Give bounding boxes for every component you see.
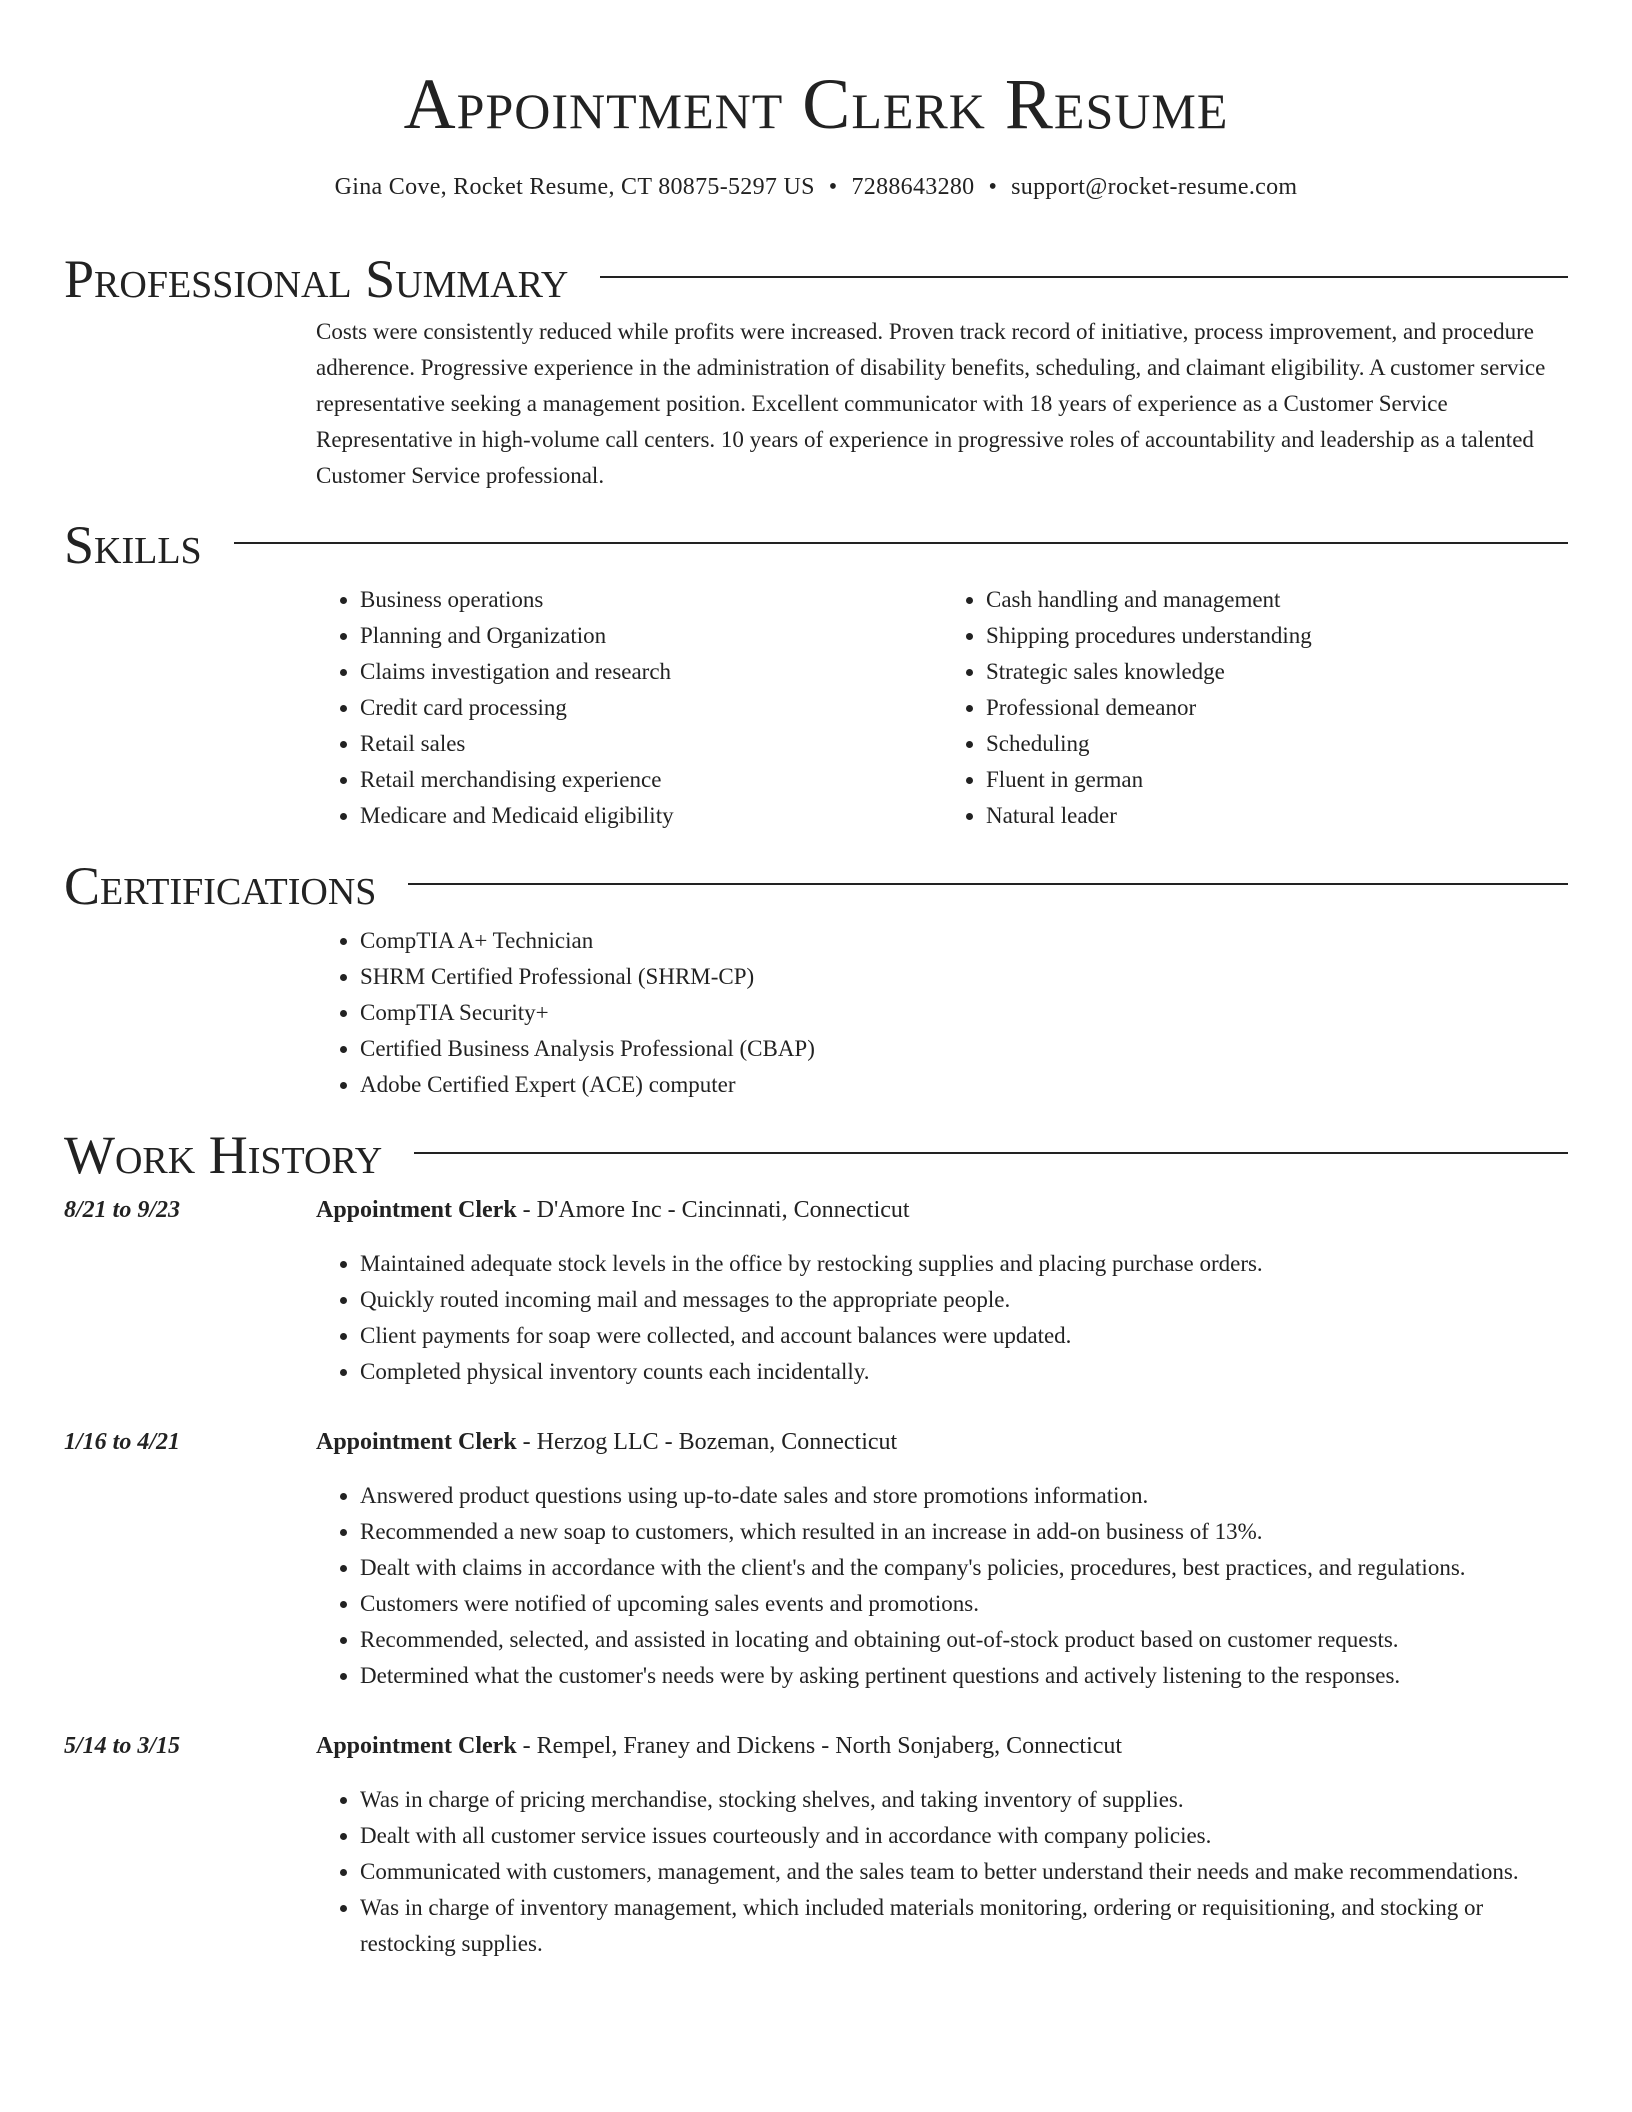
certification-item: • Adobe Certified Expert (ACE) computer: [360, 1067, 1568, 1103]
work-history-section: [64, 1125, 1568, 1962]
skill-item: • Retail merchandising experience: [360, 762, 942, 798]
section-divider: [234, 542, 1568, 544]
job-role: Appointment Clerk: [316, 1197, 517, 1223]
job-bullet: • Communicated with customers, management, and the sales team to better understand their needs and make recommendations.: [360, 1854, 1568, 1890]
job-bullet: • Quickly routed incoming mail and messages to the appropriate people.: [360, 1282, 1568, 1318]
section-divider: [414, 1152, 1568, 1154]
skill-item: • Medicare and Medicaid eligibility: [360, 798, 942, 834]
job-dates: 8/21 to 9/23: [64, 1197, 181, 1223]
job-bullet: • Determined what the customer's needs were by asking pertinent questions and actively listening to the responses.: [360, 1658, 1568, 1694]
certifications-list: [316, 923, 1568, 1103]
job-dates: 1/16 to 4/21: [64, 1429, 181, 1455]
job-company: - D'Amore Inc - Cincinnati, Connecticut: [516, 1197, 910, 1223]
certification-item: • CompTIA A+ Technician: [360, 923, 1568, 959]
certifications-heading: Certifications: [64, 856, 377, 916]
skill-item: • Business operations: [360, 582, 942, 618]
job-bullets: [316, 1246, 1568, 1390]
skill-item: • Professional demeanor: [986, 690, 1568, 726]
skills-section: [64, 515, 1568, 834]
section-divider: [408, 883, 1568, 885]
job-details: [316, 1728, 1568, 1962]
skill-item: • Strategic sales knowledge: [986, 654, 1568, 690]
contact-phone: 7288643280: [851, 174, 975, 200]
section-header: [64, 856, 1568, 916]
skill-item: • Shipping procedures understanding: [986, 618, 1568, 654]
job-bullet: • Was in charge of inventory management, which included materials monitoring, ordering or requisitioning, and stocking or restocking supplies.: [360, 1890, 1568, 1962]
contact-address: Gina Cove, Rocket Resume, CT 80875-5297 US: [334, 174, 815, 200]
certifications-body: [316, 923, 1568, 1103]
job-role: Appointment Clerk: [316, 1429, 517, 1455]
skills-list-right: [942, 582, 1568, 834]
job-company: - Rempel, Franey and Dickens - North Sonjaberg, Connecticut: [516, 1733, 1123, 1759]
job-bullet: • Was in charge of pricing merchandise, stocking shelves, and taking inventory of supplies.: [360, 1782, 1568, 1818]
job-bullet: • Maintained adequate stock levels in the office by restocking supplies and placing purchase orders.: [360, 1246, 1568, 1282]
certification-item: • Certified Business Analysis Professional (CBAP): [360, 1031, 1568, 1067]
job-bullets: [316, 1478, 1568, 1694]
job-entry: [64, 1192, 1568, 1390]
skills-list-left: [316, 582, 942, 834]
skill-item: • Fluent in german: [986, 762, 1568, 798]
job-header: [316, 1192, 1568, 1228]
certification-item: • CompTIA Security+: [360, 995, 1568, 1031]
skills-columns: [316, 582, 1568, 834]
skill-item: • Credit card processing: [360, 690, 942, 726]
summary-text: Costs were consistently reduced while profits were increased. Proven track record of initiative, process improvement, and procedure adherence. Progressive experience in the administration of disability benefits, scheduling, and claimant eligibility. A customer service representative seeking a management position. Excellent communicator with 18 years of experience as a Customer Service Representative in high-volume call centers. 10 years of experience in progressive roles of accountability and leadership as a talented Customer Service professional.: [316, 319, 1546, 488]
job-bullet: • Recommended, selected, and assisted in locating and obtaining out-of-stock product based on customer requests.: [360, 1622, 1568, 1658]
contact-line: [64, 172, 1568, 202]
section-header: [64, 515, 1568, 575]
job-details: [316, 1192, 1568, 1390]
skills-heading: Skills: [64, 515, 202, 575]
skill-item: • Claims investigation and research: [360, 654, 942, 690]
skill-item: • Cash handling and management: [986, 582, 1568, 618]
job-header: [316, 1728, 1568, 1764]
job-role: Appointment Clerk: [316, 1733, 517, 1759]
certifications-section: [64, 856, 1568, 1103]
skill-item: • Scheduling: [986, 726, 1568, 762]
job-entry: [64, 1424, 1568, 1694]
summary-section: [64, 249, 1568, 494]
summary-body: [316, 314, 1568, 494]
section-divider: [600, 276, 1568, 278]
skill-item: • Planning and Organization: [360, 618, 942, 654]
job-bullet: • Completed physical inventory counts each incidentally.: [360, 1354, 1568, 1390]
job-company: - Herzog LLC - Bozeman, Connecticut: [516, 1429, 898, 1455]
section-header: [64, 1125, 1568, 1185]
job-dates: 5/14 to 3/15: [64, 1733, 181, 1759]
job-bullet: • Answered product questions using up-to-date sales and store promotions information.: [360, 1478, 1568, 1514]
job-entry: [64, 1728, 1568, 1962]
job-header: [316, 1424, 1568, 1460]
section-header: [64, 249, 1568, 309]
job-details: [316, 1424, 1568, 1694]
contact-separator: •: [988, 174, 998, 200]
job-bullet: • Dealt with all customer service issues courteously and in accordance with company policies.: [360, 1818, 1568, 1854]
skill-item: • Natural leader: [986, 798, 1568, 834]
page-title: Appointment Clerk Resume: [403, 64, 1229, 144]
contact-email: support@rocket-resume.com: [1011, 174, 1298, 200]
certification-item: • SHRM Certified Professional (SHRM-CP): [360, 959, 1568, 995]
job-bullet: • Recommended a new soap to customers, which resulted in an increase in add-on business of 13%.: [360, 1514, 1568, 1550]
work-history-heading: Work History: [64, 1125, 383, 1185]
job-bullet: • Client payments for soap were collected, and account balances were updated.: [360, 1318, 1568, 1354]
summary-heading: Professional Summary: [64, 249, 569, 309]
skill-item: • Retail sales: [360, 726, 942, 762]
contact-separator: •: [828, 174, 838, 200]
job-bullet: • Customers were notified of upcoming sales events and promotions.: [360, 1586, 1568, 1622]
job-bullet: • Dealt with claims in accordance with the client's and the company's policies, procedures, best practices, and regulations.: [360, 1550, 1568, 1586]
job-bullets: [316, 1782, 1568, 1962]
